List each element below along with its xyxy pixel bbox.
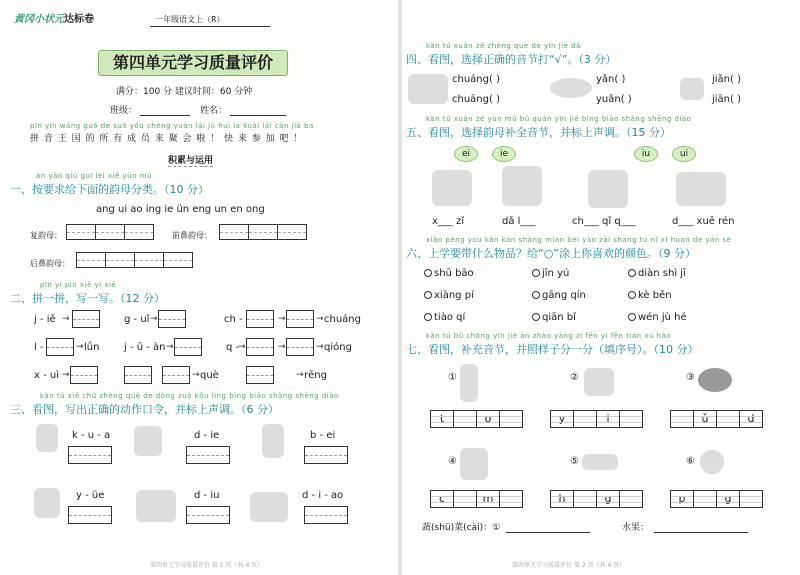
q5-bubble: ie	[492, 146, 516, 162]
arrow-icon: →	[62, 370, 70, 380]
figure-child-jumping	[34, 488, 60, 518]
q6-option-label: diàn shì jī	[638, 268, 686, 279]
q6-option-label: kè běn	[638, 290, 672, 301]
arrow-icon: →	[166, 342, 174, 352]
q6-option-label: jīn yú	[542, 268, 570, 279]
grid-cell[interactable]	[716, 410, 740, 428]
grid-cell[interactable]: g	[596, 490, 620, 508]
q6-option-label: wén jù hé	[638, 312, 687, 323]
radio-circle-icon[interactable]	[628, 313, 636, 321]
intro-pinyin: pīn yīn wáng guó de suǒ yǒu chéng yuán lái jù huì la kuài lái cān jiā ba	[30, 122, 314, 130]
q2-item-4: chuáng	[324, 314, 361, 325]
grid-cell[interactable]: o	[476, 410, 500, 428]
q2-item-11: què	[200, 370, 219, 381]
q7-grid[interactable]	[550, 490, 642, 508]
right-page	[402, 0, 800, 575]
q5-bubble: ei	[454, 146, 478, 162]
q2-answer-box[interactable]	[246, 338, 274, 356]
radio-circle-icon[interactable]	[532, 291, 540, 299]
apple-image	[700, 450, 724, 474]
q2-answer-box[interactable]	[162, 366, 190, 384]
q1-hou-grid[interactable]	[76, 252, 192, 268]
q4-item-1: chuáng( )	[452, 74, 500, 85]
q7-heading: 七、看图，补充音节，并照样子分一分（填序号）。（10 分）	[406, 343, 699, 356]
page-title: 第四单元学习质量评价	[98, 50, 288, 76]
grid-cell[interactable]	[573, 490, 597, 508]
q7-num: ②	[570, 372, 579, 383]
page-footer: 第四单元学习质量评价 第 1 页（共 4 页）	[150, 562, 264, 569]
strawberry-image	[460, 448, 488, 480]
q2-heading: 二、拼一拼，写一写。（12 分）	[10, 292, 165, 305]
q6-pinyin: xiǎo péng you kàn kan shàng mian bèi yào zài shang tú nǐ xǐ huan de yán sè	[426, 236, 732, 244]
q2-answer-box[interactable]	[72, 310, 100, 328]
figure-boy-podium	[36, 424, 58, 452]
q3-item-1: k - u - a	[72, 430, 111, 441]
q2-item-9: qióng	[324, 342, 352, 353]
grid-cell[interactable]: d	[739, 410, 763, 428]
arrow-icon: →	[76, 342, 84, 352]
q4-item-2: chuāng( )	[452, 94, 500, 105]
q7-num: ⑤	[570, 456, 579, 467]
grid-cell[interactable]	[573, 410, 597, 428]
grid-cell[interactable]: ǔ	[693, 410, 717, 428]
q1-heading: 一、按要求给下面的韵母分类。（10 分）	[10, 183, 209, 196]
q5-bubble: ui	[672, 146, 696, 162]
q2-item-8: q -	[226, 342, 240, 353]
q7-grid[interactable]	[670, 490, 762, 508]
carrot-image	[460, 364, 478, 402]
q3-item-4: y - üe	[76, 490, 105, 501]
q6-option[interactable]	[628, 312, 687, 323]
q2-item-5: l -	[34, 342, 44, 353]
grid-cell[interactable]	[619, 410, 643, 428]
fruit-answer-line[interactable]	[654, 532, 748, 533]
q1-items: ang ui ao ing ie ün eng un en ong	[96, 204, 265, 215]
q2-answer-box[interactable]	[174, 338, 202, 356]
grid-cell[interactable]: g	[716, 490, 740, 508]
class-label: 班级：	[110, 106, 138, 116]
grid-cell[interactable]	[739, 490, 763, 508]
q2-item-12: rēng	[304, 370, 327, 381]
q5-pinyin: kàn tú xuǎn zé yùn mǔ bǔ quán yīn jié bìng biāo shàng shēng diào	[426, 115, 692, 123]
q7-pinyin: kàn tú bǔ chōng yīn jié àn zhào yàng zi fēn yi fēn tián xù hào	[426, 332, 672, 340]
q1-pinyin: àn yāo qiú guī lèi xiě yùn mǔ	[36, 172, 153, 180]
figure-boy-writing	[432, 170, 472, 206]
q6-option[interactable]	[628, 268, 686, 279]
q7-grid[interactable]	[430, 490, 522, 508]
q5-item-1: x___ zǐ	[432, 216, 465, 227]
q7-num: ⑥	[686, 456, 695, 467]
radio-circle-icon[interactable]	[532, 313, 540, 321]
arrow-icon: →	[238, 342, 246, 352]
class-line	[140, 115, 190, 116]
radio-circle-icon[interactable]	[424, 291, 432, 299]
grid-cell[interactable]	[499, 490, 523, 508]
arrow-icon: →	[192, 370, 200, 380]
q3-answer-box[interactable]	[186, 506, 230, 524]
q7-num: ④	[448, 456, 457, 467]
figure-snowman	[676, 172, 726, 206]
grid-cell[interactable]	[670, 410, 694, 428]
q4-heading: 四、看图，选择正确的音节打“√”。（3 分）	[406, 53, 617, 66]
q1-hou-label: 后鼻韵母：	[30, 259, 70, 268]
grid-cell[interactable]: m	[476, 490, 500, 508]
grid-cell[interactable]: h	[550, 490, 574, 508]
q4-item-6: jiān( )	[712, 94, 742, 105]
radio-circle-icon[interactable]	[424, 313, 432, 321]
q6-option[interactable]	[532, 268, 569, 279]
veg-answer-line[interactable]	[506, 532, 590, 533]
page-footer: 第四单元学习质量评价 第 2 页（共 4 页）	[512, 562, 626, 569]
q2-answer-box[interactable]	[70, 366, 98, 384]
q2-answer-box[interactable]	[286, 338, 314, 356]
q5-heading: 五、看图，选择韵母补全音节，并标上声调。（15 分）	[406, 126, 671, 139]
q2-item-7: j - ū - àn	[124, 342, 166, 353]
q1-qian-grid[interactable]	[219, 224, 306, 240]
q6-option[interactable]	[532, 290, 586, 301]
radio-circle-icon[interactable]	[424, 269, 432, 277]
left-page	[0, 0, 398, 575]
veg-label: 蔬(shū)菜(cài)：①	[422, 523, 501, 533]
q7-grid[interactable]	[550, 410, 642, 428]
beans-image	[582, 454, 618, 470]
q3-answer-box[interactable]	[186, 446, 230, 464]
q6-option-label: qiān bǐ	[542, 312, 576, 323]
q1-fu-label: 复韵母：	[30, 231, 62, 240]
figure-child-board	[502, 166, 542, 206]
q2-answer-box[interactable]	[46, 338, 74, 356]
q3-answer-box[interactable]	[304, 506, 348, 524]
arrow-icon: →	[62, 314, 70, 324]
q7-num: ③	[686, 372, 695, 383]
q5-item-3: ch___ qǐ q___	[572, 216, 636, 227]
arrow-icon: →	[296, 370, 304, 380]
q7-num: ①	[448, 372, 457, 383]
bed-image	[408, 74, 448, 104]
q7-grid[interactable]	[670, 410, 762, 428]
q3-answer-box[interactable]	[68, 446, 112, 464]
q2-answer-box[interactable]	[246, 366, 274, 384]
eye-image	[550, 78, 592, 98]
q3-item-6: d - i - ao	[302, 490, 344, 501]
q2-item-3: ch -	[224, 314, 243, 325]
grid-cell[interactable]	[453, 490, 477, 508]
figure-child-bin	[136, 490, 176, 522]
name-line	[230, 115, 286, 116]
grid-cell[interactable]: y	[550, 410, 574, 428]
q7-grid[interactable]	[430, 410, 522, 428]
arrow-icon: →	[316, 314, 324, 324]
intro-text: 拼 音 王 国 的 所 有 成 员 来 聚 会 啦 ！ 快 来 参 加 吧 ！	[30, 134, 304, 144]
scissors-image	[680, 78, 704, 100]
q1-qian-label: 前鼻韵母：	[172, 231, 212, 240]
q4-item-5: jiǎn( )	[712, 74, 742, 85]
q1-fu-grid[interactable]	[66, 224, 153, 240]
grid-cell[interactable]: p	[670, 490, 694, 508]
figure-girl-laundry	[134, 426, 162, 456]
q2-answer-box[interactable]	[158, 310, 186, 328]
radio-circle-icon[interactable]	[532, 269, 540, 277]
q4-pinyin: kàn tú xuǎn zé zhèng què de yīn jié dǎ	[426, 42, 581, 50]
q3-pinyin: kàn tú xiě chū zhèng què de dòng zuò kǒu lìng bìng biāo shàng shēng diào	[40, 392, 339, 400]
brand-logo: 黄冈小状元	[14, 14, 64, 25]
grade-label: 一年级语文上（R）	[155, 15, 225, 24]
grid-cell[interactable]: c	[430, 490, 454, 508]
figure-child-fishing	[250, 492, 288, 522]
q6-option[interactable]	[532, 312, 576, 323]
q6-option-label: shū bāo	[434, 268, 474, 279]
q6-option-label: gāng qín	[542, 290, 586, 301]
grid-cell[interactable]: t	[430, 410, 454, 428]
grid-cell[interactable]	[619, 490, 643, 508]
q5-bubble: iu	[634, 146, 658, 162]
q3-answer-box[interactable]	[304, 446, 348, 464]
arrow-icon: →	[278, 342, 286, 352]
q2-item-10: x - uì	[34, 370, 59, 381]
q4-item-4: yuǎn( )	[596, 94, 632, 105]
q3-item-3: b - ei	[310, 430, 336, 441]
q6-option-label: xiàng pí	[434, 290, 474, 301]
q2-item-1: j - iě	[34, 314, 56, 325]
grid-cell[interactable]	[453, 410, 477, 428]
name-label: 姓名：	[200, 106, 228, 116]
grid-cell[interactable]	[499, 410, 523, 428]
section-title: 积累与运用	[168, 153, 213, 167]
q6-option-label: tiào qí	[434, 312, 466, 323]
radio-circle-icon[interactable]	[628, 269, 636, 277]
grid-cell[interactable]: i	[596, 410, 620, 428]
divider	[150, 26, 270, 27]
q5-item-4: d___ xuě rén	[672, 216, 735, 227]
q3-answer-box[interactable]	[68, 506, 112, 524]
q3-item-2: d - ie	[194, 430, 220, 441]
q2-answer-box[interactable]	[124, 366, 152, 384]
exam-badge: 达标卷	[64, 14, 94, 25]
q6-option[interactable]	[424, 312, 465, 323]
q5-item-2: dǎ l___	[502, 216, 536, 227]
figure-girl-balloon	[588, 170, 628, 208]
pear-image	[584, 368, 614, 396]
meta-info: 满分：100 分 建议时间：60 分钟	[116, 87, 253, 97]
q3-item-5: d - iu	[194, 490, 220, 501]
arrow-icon: →	[278, 314, 286, 324]
q4-item-3: yǎn( )	[596, 74, 626, 85]
fruit-label: 水果：	[622, 523, 650, 533]
q2-pinyin: pīn yi pīn xiě yi xiě	[40, 281, 117, 289]
potato-image	[698, 368, 732, 392]
q2-answer-box[interactable]	[246, 310, 274, 328]
q6-heading: 六、上学要带什么物品？给“○”涂上你喜欢的颜色。（9 分）	[406, 247, 696, 260]
q2-item-2: g - uǐ	[124, 314, 150, 325]
arrow-icon: →	[150, 314, 158, 324]
q6-option[interactable]	[628, 290, 672, 301]
q2-answer-box[interactable]	[286, 310, 314, 328]
arrow-icon: →	[316, 342, 324, 352]
figure-girl-standing	[262, 424, 284, 458]
q3-heading: 三、看图，写出正确的动作口令，并标上声调。（6 分）	[10, 403, 279, 416]
grid-cell[interactable]	[693, 490, 717, 508]
q6-option[interactable]	[424, 268, 474, 279]
q6-option[interactable]	[424, 290, 474, 301]
q2-item-6: lǘn	[84, 342, 100, 353]
radio-circle-icon[interactable]	[628, 291, 636, 299]
